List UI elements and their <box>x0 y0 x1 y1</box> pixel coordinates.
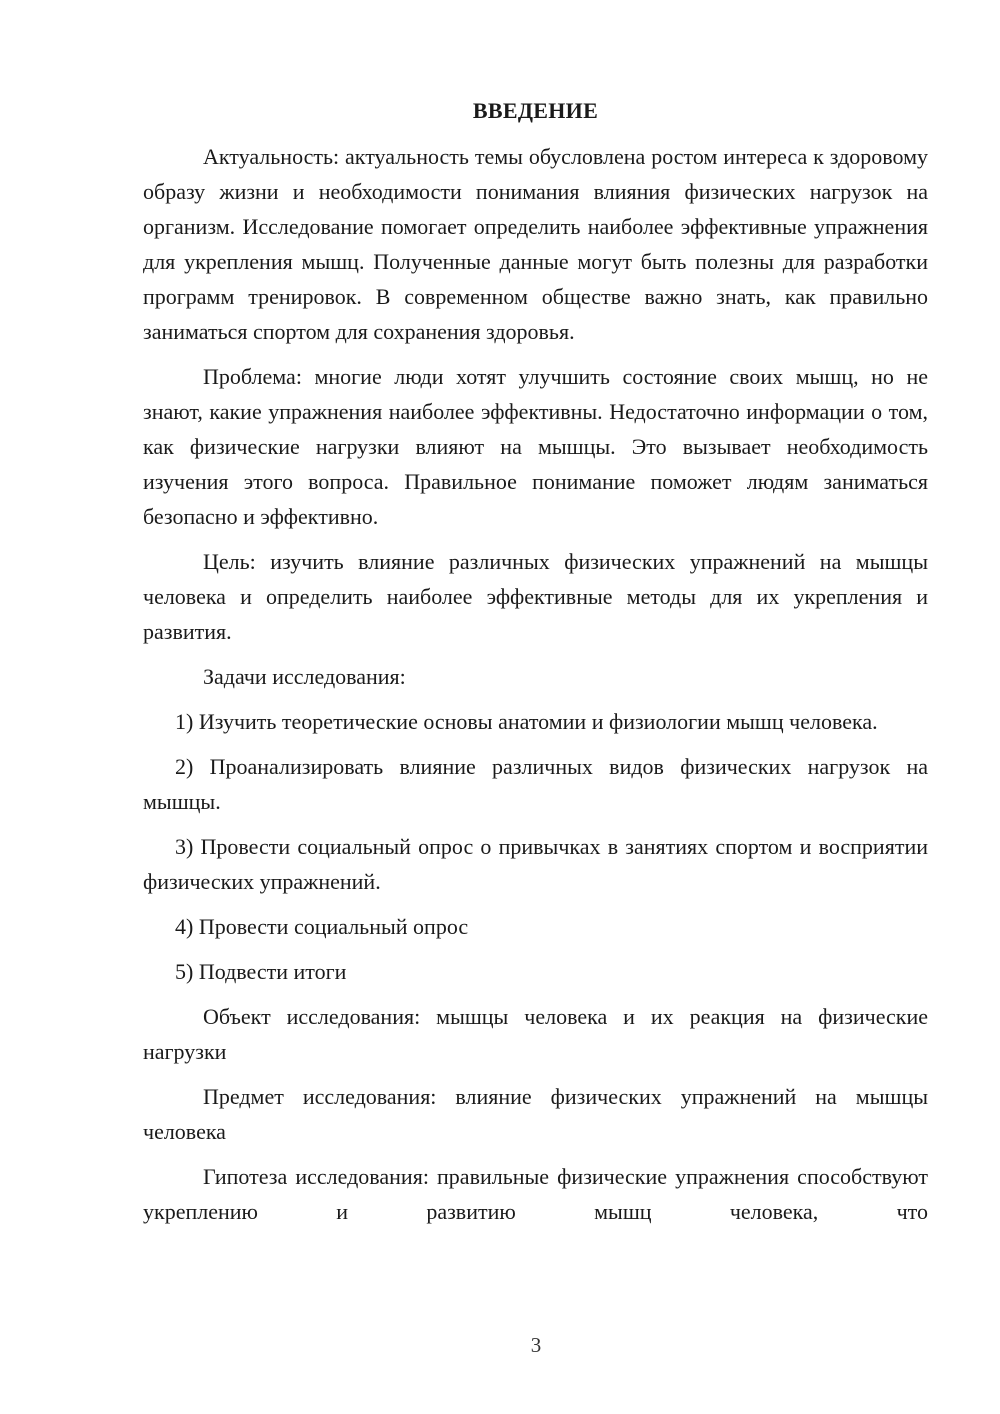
problem-paragraph: Проблема: многие люди хотят улучшить состояние своих мышц, но не знают, какие упражнения наиболее эффективны. Недостаточно информации о том, как физические нагрузки влияют на мышцы. Это вызывает необходимость изучения этого вопроса. Правильное понимание поможет людям заниматься безопасно и эффективно. <box>143 364 928 529</box>
section-title: ВВЕДЕНИЕ <box>472 98 599 123</box>
hypothesis-paragraph: Гипотеза исследования: правильные физические упражнения способствуют укреплению и развитию мышц человека, что <box>143 1164 928 1224</box>
task-item-2: 2) Проанализировать влияние различных видов физических нагрузок на мышцы. <box>143 754 928 814</box>
task-item-3: 3) Провести социальный опрос о привычках в занятиях спортом и восприятии физических упражнений. <box>143 834 928 894</box>
task-item-5: 5) Подвести итоги <box>175 959 347 984</box>
tasks-heading: Задачи исследования: <box>203 664 406 689</box>
object-paragraph: Объект исследования: мышцы человека и их реакция на физические нагрузки <box>143 1004 928 1064</box>
goal-paragraph: Цель: изучить влияние различных физических упражнений на мышцы человека и определить наиболее эффективные методы для их укрепления и развития. <box>143 549 928 644</box>
subject-paragraph: Предмет исследования: влияние физических упражнений на мышцы человека <box>143 1084 928 1144</box>
task-item-4: 4) Провести социальный опрос <box>175 914 469 939</box>
page-content <box>143 95 928 1239</box>
page-number: 3 <box>530 1333 542 1357</box>
relevance-paragraph: Актуальность: актуальность темы обусловлена ростом интереса к здоровому образу жизни и необходимости понимания влияния физических нагрузок на организм. Исследование помогает определить наиболее эффективные упражнения для укрепления мышц. Полученные данные могут быть полезны для разработки программ тренировок. В современном обществе важно знать, как правильно заниматься спортом для сохранения здоровья. <box>143 144 928 344</box>
task-item-1: 1) Изучить теоретические основы анатомии и физиологии мышц человека. <box>175 709 878 734</box>
